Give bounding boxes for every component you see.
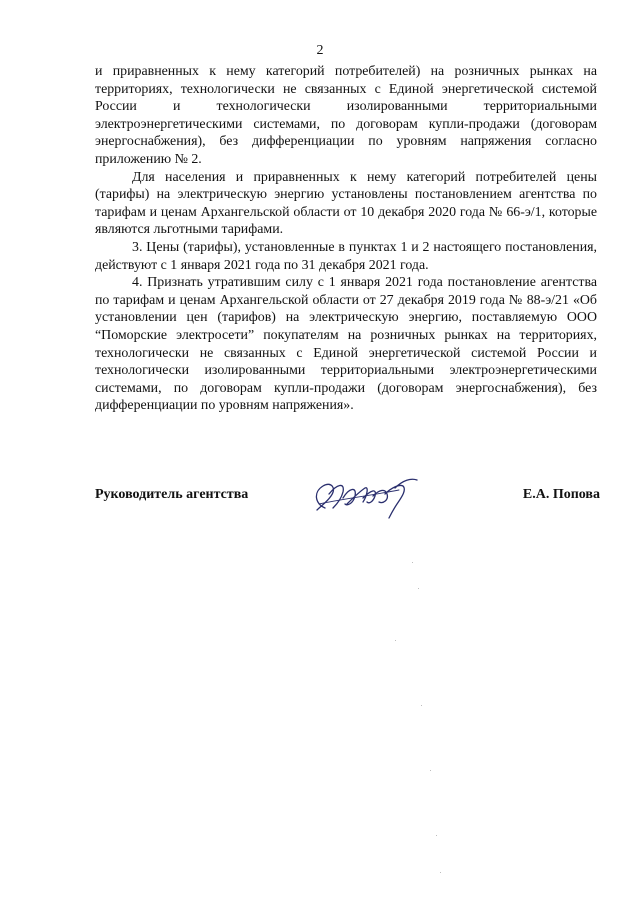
scan-speck bbox=[418, 588, 419, 589]
paragraph-continuation: и приравненных к нему категорий потребителей) на розничных рынках на территориях, технологически не связанных с Единой энергетической системой России и технологически изолированными территориальными электроэнергетическими системами, по договорам купли-продажи (договорам энергоснабжения), без дифференциации по уровням напряжения согласно приложению № 2. bbox=[95, 64, 597, 167]
page-number: 2 bbox=[316, 43, 324, 58]
scan-speck bbox=[421, 705, 422, 706]
paragraph-repeal: 4. Признать утратившим силу с 1 января 2021 года постановление агентства по тарифам и ценам Архангельской области от 27 декабря 2019 года № 88-э/21 «Об установлении цен (тарифов) на электрическую энергию, поставляемую ООО “Поморские электросети” покупателям на розничных рынках на территориях, технологически не связанных с Единой энергетической системой России и технологически изолированными территориальными электроэнергетическими системами, по договорам купли-продажи (договорам энергоснабжения), без дифференциации по уровням напряжения». bbox=[95, 275, 597, 414]
signatory-title: Руководитель агентства bbox=[95, 487, 249, 502]
scan-speck bbox=[430, 770, 431, 771]
scan-speck bbox=[436, 835, 437, 836]
scan-speck bbox=[440, 872, 441, 873]
scan-speck bbox=[412, 562, 413, 563]
paragraph-population-tariffs: Для населения и приравненных к нему категорий потребителей цены (тарифы) на электрическую энергию установлены постановлением агентства по тарифам и ценам Архангельской области от 10 декабря 2020 года № 66-э/1, которые являются льготными тарифами. bbox=[95, 169, 597, 238]
signature-block bbox=[95, 480, 600, 520]
signatory-name: Е.А. Попова bbox=[522, 487, 600, 502]
handwritten-signature bbox=[307, 474, 427, 520]
scan-speck bbox=[395, 640, 396, 641]
document-body bbox=[95, 63, 597, 415]
paragraph-validity-period: 3. Цены (тарифы), установленные в пунктах 1 и 2 настоящего постановления, действуют с 1 января 2021 года по 31 декабря 2021 года. bbox=[95, 239, 597, 273]
